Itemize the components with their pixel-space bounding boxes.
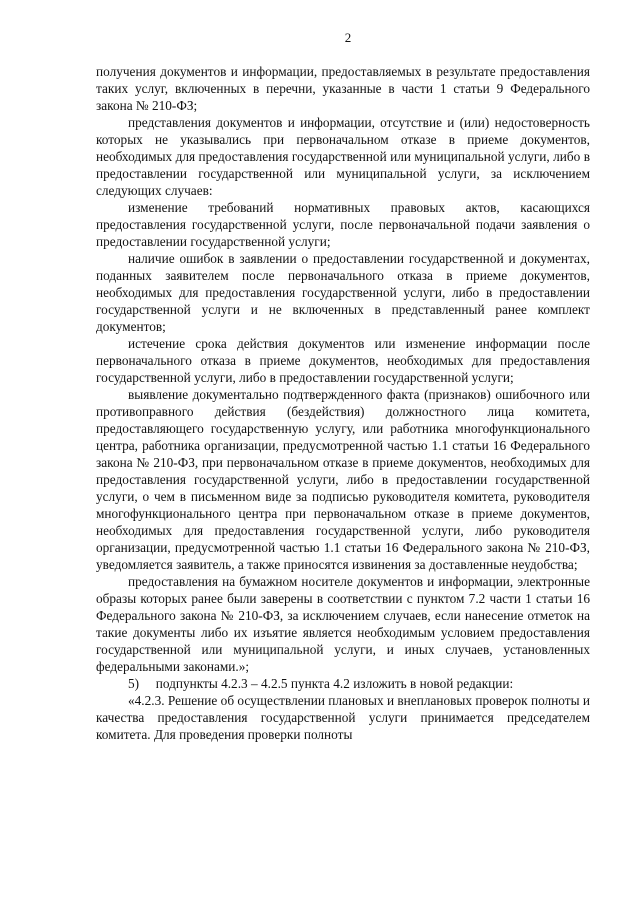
paragraph: изменение требований нормативных правовых актов, касающихся предоставления государственной услуги, после первоначальной подачи заявления о предоставлении государственной услуги; xyxy=(96,200,590,249)
paragraph: предоставления на бумажном носителе документов и информации, электронные образы которых ранее были заверены в соответствии с пунктом 7.2 части 1 статьи 16 Федерального закона № 210-ФЗ, за исключением случаев, если нанесение отметок на такие документы либо их изъятие является необходимым условием предоставления государственной или муниципальной услуги, и иных случаев, установленных федеральными законами.»; xyxy=(96,574,590,674)
paragraph: выявление документально подтвержденного факта (признаков) ошибочного или противоправного действия (бездействия) должностного лица комитета, предоставляющего государственную услугу, или работника многофункционального центра, работника организации, предусмотренной частью 1.1 статьи 16 Федерального закона № 210-ФЗ, при первоначальном отказе в приеме документов, необходимых для предоставления государственной услуги, либо в предоставлении государственной услуги, о чем в письменном виде за подписью руководителя комитета, руководителя многофункционального центра при первоначальном отказе в приеме документов, необходимых для предоставления государственной услуги, либо руководителя организации, предусмотренной частью 1.1 статьи 16 Федерального закона № 210-ФЗ, уведомляется заявитель, а также приносятся извинения за доставленные неудобства; xyxy=(96,387,590,572)
paragraph: получения документов и информации, предоставляемых в результате предоставления таких услуг, включенных в перечни, указанные в части 1 статьи 9 Федерального закона № 210-ФЗ; xyxy=(96,64,590,113)
paragraph: «4.2.3. Решение об осуществлении плановых и внеплановых проверок полноты и качества предоставления государственной услуги принимается председателем комитета. Для проведения проверки полноты xyxy=(96,693,590,742)
document-body xyxy=(96,63,590,743)
page-number: 2 xyxy=(344,30,352,45)
paragraph: наличие ошибок в заявлении о предоставлении государственной и документах, поданных заявителем после первоначального отказа в приеме документов, необходимых для предоставления государственной услуги, либо в предоставлении государственной услуги и не включенных в представленный ранее комплект документов; xyxy=(96,251,590,334)
paragraph-item-5: 5) подпункты 4.2.3 – 4.2.5 пункта 4.2 изложить в новой редакции: xyxy=(128,676,514,691)
paragraph: истечение срока действия документов или изменение информации после первоначального отказа в приеме документов, необходимых для предоставления государственной услуги, либо в предоставлении государственной услуги; xyxy=(96,336,590,385)
paragraph: представления документов и информации, отсутствие и (или) недостоверность которых не указывались при первоначальном отказе в приеме документов, необходимых для предоставления государственной или муниципальной услуги, либо в предоставлении государственной или муниципальной услуги, за исключением следующих случаев: xyxy=(96,115,590,198)
